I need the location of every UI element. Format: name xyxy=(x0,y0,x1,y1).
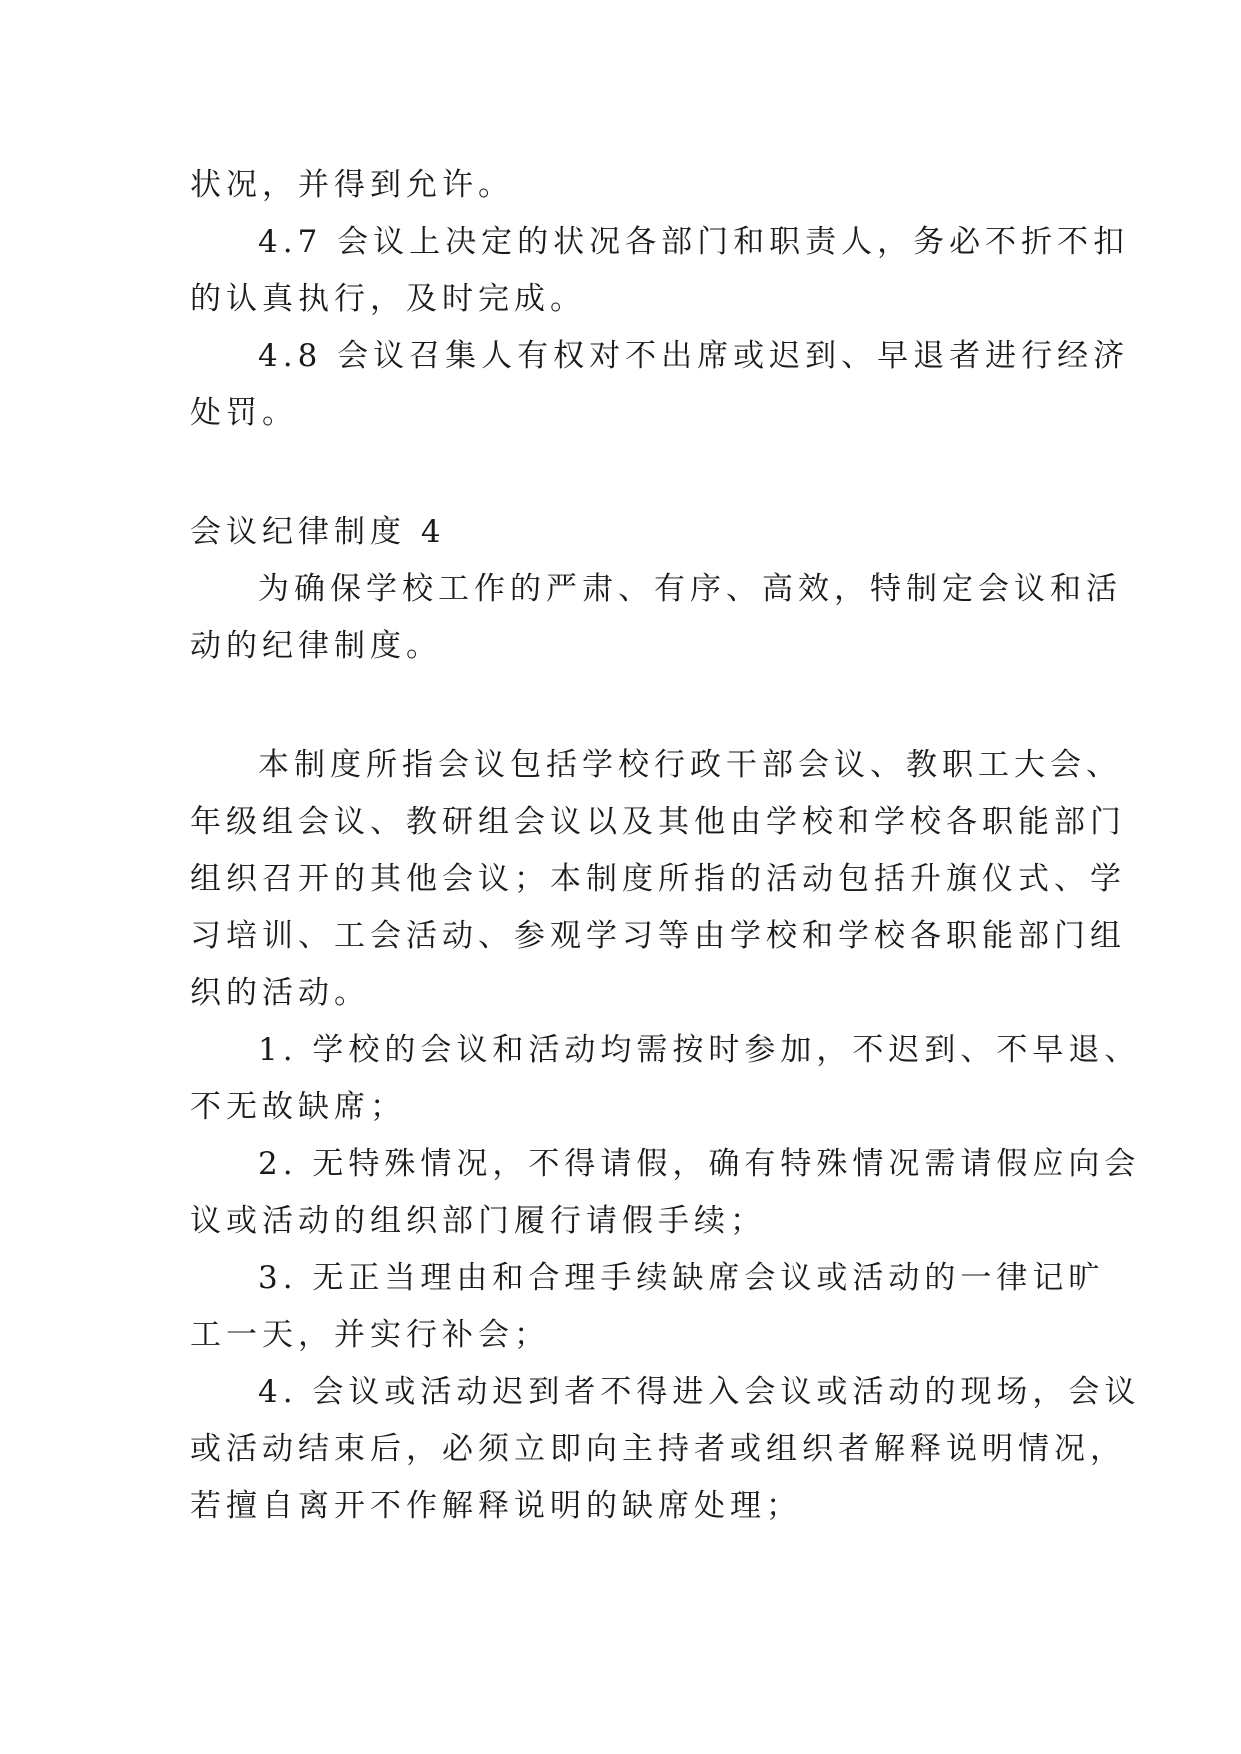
rule-4: 4. 会议或活动迟到者不得进入会议或活动的现场，会议 xyxy=(258,1374,1141,1410)
text-line: 年级组会议、教研组会议以及其他由学校和学校各职能部门 xyxy=(190,804,1126,840)
text-line: 或活动结束后，必须立即向主持者或组织者解释说明情况， xyxy=(190,1431,1126,1467)
rule-3: 3. 无正当理由和合理手续缺席会议或活动的一律记旷 xyxy=(258,1260,1105,1296)
text-line: 动的纪律制度。 xyxy=(190,628,442,664)
scope-paragraph: 本制度所指会议包括学校行政干部会议、教职工大会、 xyxy=(258,747,1122,783)
text-line: 的认真执行，及时完成。 xyxy=(190,281,586,317)
text-line: 若擅自离开不作解释说明的缺席处理； xyxy=(190,1488,802,1524)
rule-1: 1. 学校的会议和活动均需按时参加，不迟到、不早退、 xyxy=(258,1032,1141,1068)
rule-2: 2. 无特殊情况，不得请假，确有特殊情况需请假应向会 xyxy=(258,1146,1141,1182)
text-line: 不无故缺席； xyxy=(190,1089,406,1125)
clause-4-8: 4.8 会议召集人有权对不出席或迟到、早退者进行经济 xyxy=(258,338,1130,374)
text-line: 议或活动的组织部门履行请假手续； xyxy=(190,1203,766,1239)
intro-paragraph: 为确保学校工作的严肃、有序、高效，特制定会议和活 xyxy=(258,571,1122,607)
text-line: 工一天，并实行补会； xyxy=(190,1317,550,1353)
text-line: 习培训、工会活动、参观学习等由学校和学校各职能部门组 xyxy=(190,918,1126,954)
text-line: 组织召开的其他会议；本制度所指的活动包括升旗仪式、学 xyxy=(190,861,1126,897)
text-line: 处罚。 xyxy=(190,395,298,431)
text-line: 织的活动。 xyxy=(190,975,370,1011)
section-title: 会议纪律制度 4 xyxy=(190,514,446,550)
text-line: 状况，并得到允许。 xyxy=(190,167,514,203)
clause-4-7: 4.7 会议上决定的状况各部门和职责人，务必不折不扣 xyxy=(258,224,1130,260)
